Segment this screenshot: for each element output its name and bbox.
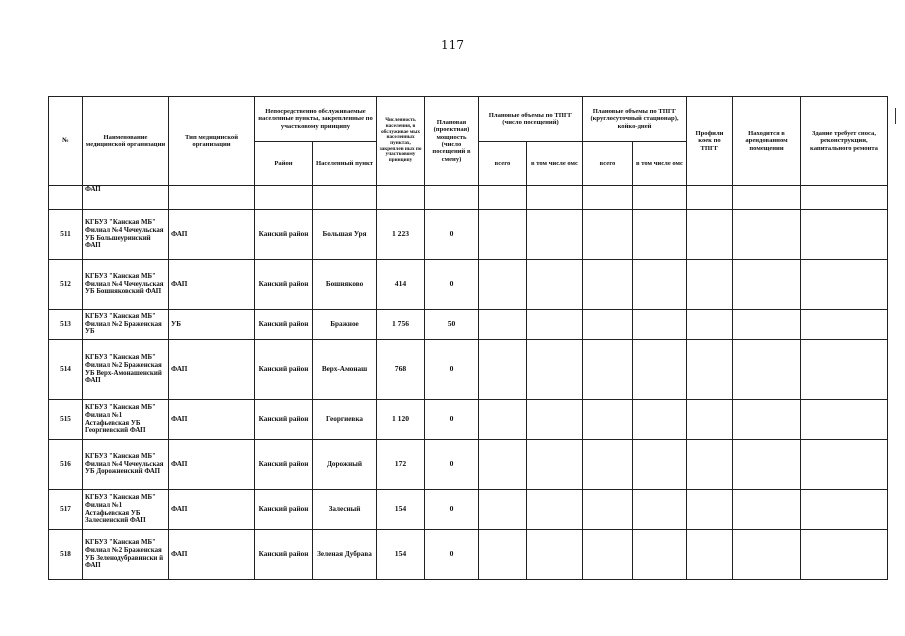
cell-district: Канский район: [255, 490, 313, 530]
cell-district: Канский район: [255, 260, 313, 310]
cell-org: КГБУЗ "Канская МБ" Филиал №1 Астафьевская УБ Залесненский ФАП: [83, 490, 169, 530]
cell-capacity: 0: [425, 400, 479, 440]
cell-district: Канский район: [255, 340, 313, 400]
margin-mark: [895, 108, 896, 124]
cell-district: Канский район: [255, 400, 313, 440]
cell-type: ФАП: [169, 440, 255, 490]
cell-settlement: Залесный: [313, 490, 377, 530]
header-org-name: Наименование медицинской организации: [83, 97, 169, 186]
cell-population: 154: [377, 490, 425, 530]
cell-district: Канский район: [255, 530, 313, 580]
cell-org: КГБУЗ "Канская МБ" Филиал №4 Чечеульская УБ Дорожненский ФАП: [83, 440, 169, 490]
cell-num: 514: [49, 340, 83, 400]
facilities-table: [48, 96, 888, 580]
table-row: [49, 400, 888, 440]
cell-settlement: Георгиевка: [313, 400, 377, 440]
table-row: [49, 260, 888, 310]
header-district: Район: [255, 142, 313, 186]
table-row: [49, 440, 888, 490]
header-leased: Находится в арендованном помещении: [733, 97, 801, 186]
table-header: [49, 97, 888, 186]
cell-type: ФАП: [169, 260, 255, 310]
cell-settlement: Верх-Амонаш: [313, 340, 377, 400]
cell-settlement: Дорожный: [313, 440, 377, 490]
page-number: 117: [441, 38, 464, 52]
cell-population: 1 223: [377, 210, 425, 260]
cell-type: ФАП: [169, 490, 255, 530]
cell-district: Канский район: [255, 210, 313, 260]
cell-settlement: Бошняково: [313, 260, 377, 310]
cell-num: 518: [49, 530, 83, 580]
table-row-continued: [49, 186, 888, 210]
header-planned-hospital: Плановые объемы по ТПГГ (круглосуточный стационар), койко-дней: [583, 97, 687, 142]
cell-type: УБ: [169, 310, 255, 340]
cell-type: ФАП: [169, 400, 255, 440]
table-row: [49, 530, 888, 580]
cell-type: ФАП: [169, 210, 255, 260]
cell-org: КГБУЗ "Канская МБ" Филиал №4 Чечеульская УБ Большеуринский ФАП: [83, 210, 169, 260]
cell-capacity: 0: [425, 340, 479, 400]
header-planned-capacity: Плановая (проектная) мощность (число посещений в смену): [425, 97, 479, 186]
cell-num: 512: [49, 260, 83, 310]
cell-num: 516: [49, 440, 83, 490]
header-direct-served: Непосредственно обслуживаемые населенные пункты, закрепленные по участковому принципу: [255, 97, 377, 142]
table-body: [49, 186, 888, 580]
cell-org: КГБУЗ "Канская МБ" Филиал №2 Браженская УБ: [83, 310, 169, 340]
header-num: №: [49, 97, 83, 186]
cell-num: 517: [49, 490, 83, 530]
header-population: Численность населения, в обслуживае мых населенных пунктах, закреплен ных по участковому принципу: [377, 97, 425, 186]
cell-settlement: Бражное: [313, 310, 377, 340]
cell-org: КГБУЗ "Канская МБ" Филиал №2 Браженская УБ Зеленодубравински й ФАП: [83, 530, 169, 580]
cell-org: ФАП: [83, 186, 169, 210]
cell-population: 154: [377, 530, 425, 580]
header-hospital-oms: в том числе омс: [633, 142, 687, 186]
header-hospital-total: всего: [583, 142, 633, 186]
table-row: [49, 490, 888, 530]
cell-capacity: 0: [425, 530, 479, 580]
cell-district: Канский район: [255, 440, 313, 490]
header-planned-visits: Плановые объемы по ТПГГ (число посещений): [479, 97, 583, 142]
cell-capacity: 0: [425, 260, 479, 310]
cell-num: 515: [49, 400, 83, 440]
header-visits-oms: в том числе омс: [527, 142, 583, 186]
cell-settlement: Зеленая Дубрава: [313, 530, 377, 580]
cell-population: 414: [377, 260, 425, 310]
cell-population: 172: [377, 440, 425, 490]
cell-district: Канский район: [255, 310, 313, 340]
header-med-type: Тип медицинской организации: [169, 97, 255, 186]
cell-num: 511: [49, 210, 83, 260]
cell-num: 513: [49, 310, 83, 340]
cell-capacity: 50: [425, 310, 479, 340]
cell-org: КГБУЗ "Канская МБ" Филиал №4 Чечеульская УБ Бошняковский ФАП: [83, 260, 169, 310]
header-visits-total: всего: [479, 142, 527, 186]
table-row: [49, 310, 888, 340]
cell-org: КГБУЗ "Канская МБ" Филиал №1 Астафьевская УБ Георгиевский ФАП: [83, 400, 169, 440]
cell-org: КГБУЗ "Канская МБ" Филиал №2 Браженская УБ Верх-Амонашенский ФАП: [83, 340, 169, 400]
cell-type: ФАП: [169, 530, 255, 580]
cell-population: 1 120: [377, 400, 425, 440]
header-building-repair: Здание требует сноса, реконструкции, капитального ремонта: [801, 97, 888, 186]
cell-population: 768: [377, 340, 425, 400]
header-settlement: Населенный пункт: [313, 142, 377, 186]
table-row: [49, 210, 888, 260]
table-row: [49, 340, 888, 400]
cell-settlement: Большая Уря: [313, 210, 377, 260]
cell-population: 1 756: [377, 310, 425, 340]
header-bed-profiles: Профили коек по ТПГГ: [687, 97, 733, 186]
cell-capacity: 0: [425, 440, 479, 490]
cell-capacity: 0: [425, 210, 479, 260]
cell-capacity: 0: [425, 490, 479, 530]
cell-type: ФАП: [169, 340, 255, 400]
